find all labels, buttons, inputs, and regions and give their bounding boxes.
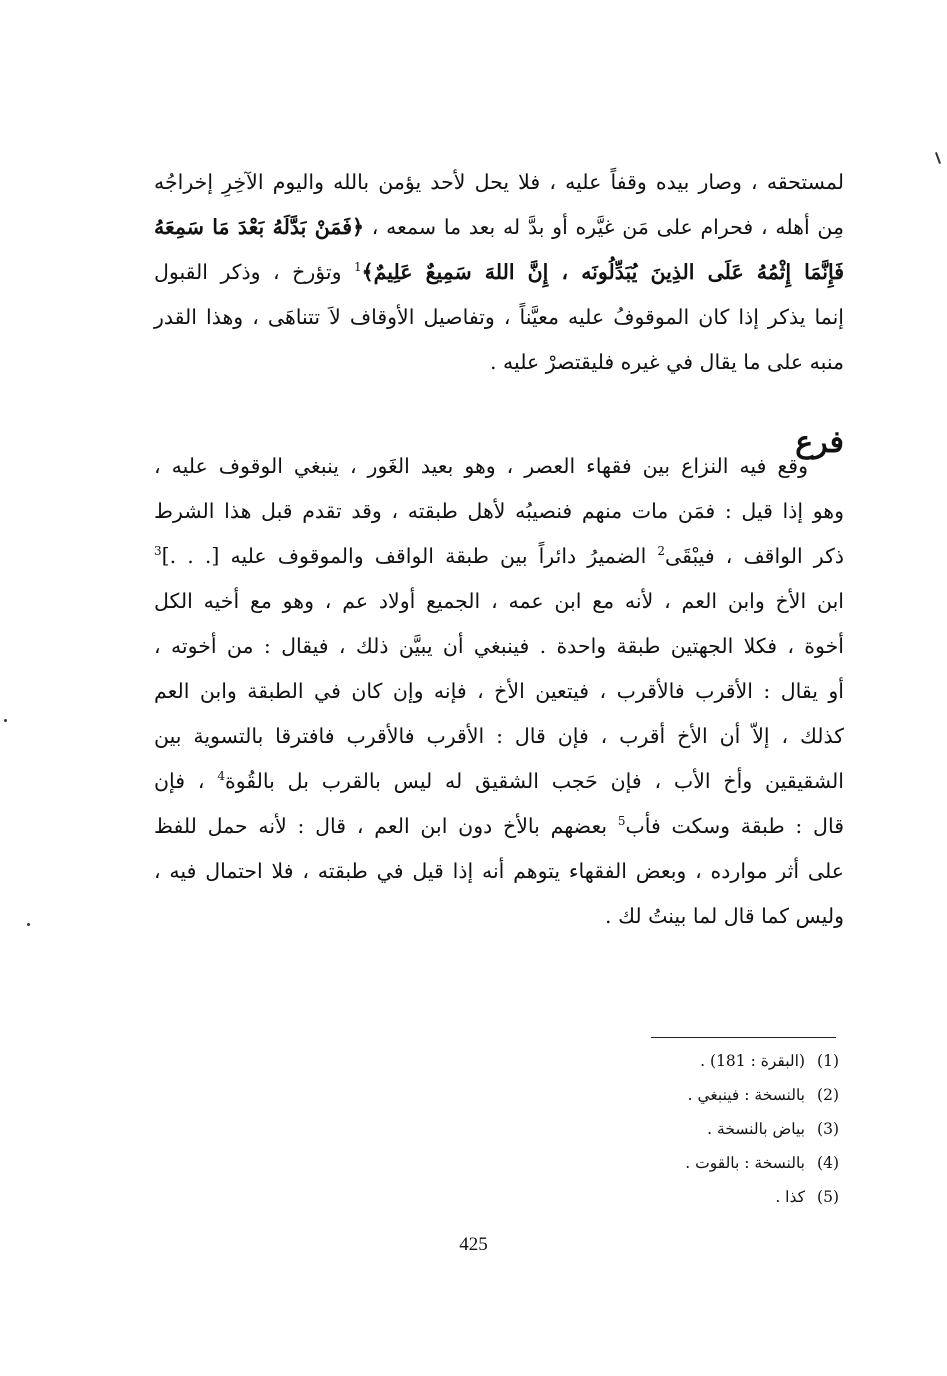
text-line: ابن الأخ وابن العم ، لأنه مع ابن عمه ، الجميع أولاد عم ، وهو مع أخيه الكل [154,589,844,613]
footnote-item [685,1044,839,1078]
text-run: الضميرُ دائراً بين طبقة الواقف والموقوف عليه [. . .] [161,544,658,568]
footnote-text: بالنسخة : فينبغي . [687,1086,805,1104]
paragraph-1 [154,160,844,385]
text-line: منبه على ما يقال في غيره فليقتصرْ عليه . [490,350,844,374]
footnote-item [685,1078,839,1112]
footnote-text: بالنسخة : بالقوت . [685,1154,805,1172]
footnote-item [685,1180,839,1214]
footnote-separator [651,1037,836,1038]
footnote-item [685,1112,839,1146]
text-line [154,250,844,295]
footnotes-list [685,1044,839,1214]
footnote-number: (4) [817,1154,839,1172]
text-run: ، فإن [154,769,218,793]
text-line [154,759,844,804]
text-line: وقع فيه النزاع بين فقهاء العصر ، وهو بعيد الغَور ، ينبغي الوقوف عليه ، [154,454,808,478]
section-heading: فرع [795,425,844,460]
footnote-ref: 1 [353,260,362,275]
footnote-ref: 2 [657,544,666,559]
text-line: كذلك ، إلاّ أن الأخ أقرب ، فإن قال : الأقرب فالأقرب فافترقا بالتسوية بين [154,724,844,748]
footnote-text: (البقرة : 181) . [700,1052,805,1070]
text-line: لمستحقه ، وصار بيده وقفاً عليه ، فلا يحل لأحد يؤمن بالله واليوم الآخِرِ إخراجُه [154,170,844,194]
paragraph-2 [154,444,844,939]
quran-verse: ﴿فَمَنْ بَدَّلَهُ بَعْدَ مَا سَمِعَهُ [154,215,365,239]
scan-speck [27,923,30,926]
text-run: ذكر الواقف ، فيبْقَى [665,544,844,568]
footnote-ref: 4 [217,769,225,784]
footnote-number: (3) [817,1120,839,1138]
text-line: على أثر موارده ، وبعض الفقهاء يتوهم أنه إذا قيل في طبقته ، فلا احتمال فيه ، [154,859,844,883]
text-line: أخوة ، فكلا الجهتين طبقة واحدة . فينبغي أن يبيَّن ذلك ، فيقال : من أخوته ، [154,634,844,658]
footnote-item [685,1146,839,1180]
text-line [154,205,844,250]
scan-speck [4,719,7,722]
footnote-number: (1) [817,1052,839,1070]
text-run: قال : طبقة وسكت فأب [625,814,844,838]
scan-speck [935,152,941,164]
text-line [154,534,844,579]
footnote-number: (2) [817,1086,839,1104]
footnote-text: كذا . [775,1188,805,1206]
quran-verse: فَإِنَّمَا إِثْمُهُ عَلَى الذِينَ يُبَدِّلُونَه ، إِنَّ اللهَ سَمِيعٌ عَلِيمٌ﴾ [361,260,845,284]
text-line: وهو إذا قيل : فمَن مات منهم فنصيبُه لأهل طبقته ، وقد تقدم قبل هذا الشرط [154,499,844,523]
text-run: الشقيقين وأخ الأب ، فإن حَجب الشقيق له ليس بالقرب بل بالقُوة [224,769,845,793]
text-line: وليس كما قال لما بينتُ لك . [605,904,844,928]
footnote-text: بياض بالنسخة . [707,1120,805,1138]
text-run: مِن أهله ، فحرام على مَن غيَّره أو بدَّ له بعد ما سمعه ، [364,215,844,239]
text-line: أو يقال : الأقرب فالأقرب ، فيتعين الأخ ، فإنه وإن كان في الطبقة وابن العم [154,679,844,703]
footnote-ref: 5 [617,814,626,829]
footnote-ref: 3 [154,544,162,559]
text-run: بعضهم بالأخ دون ابن العم ، قال : لأنه حمل للفظ [154,814,618,838]
footnote-number: (5) [817,1188,839,1206]
page-number: 425 [459,1234,488,1255]
text-line: إنما يذكر إذا كان الموقوفُ عليه معيَّناً ، وتفاصيل الأوقاف لاَ تتناهَى ، وهذا القدر [154,305,844,329]
text-line [154,804,844,849]
text-run: وتؤرخ ، وذكر القبول [154,260,354,284]
